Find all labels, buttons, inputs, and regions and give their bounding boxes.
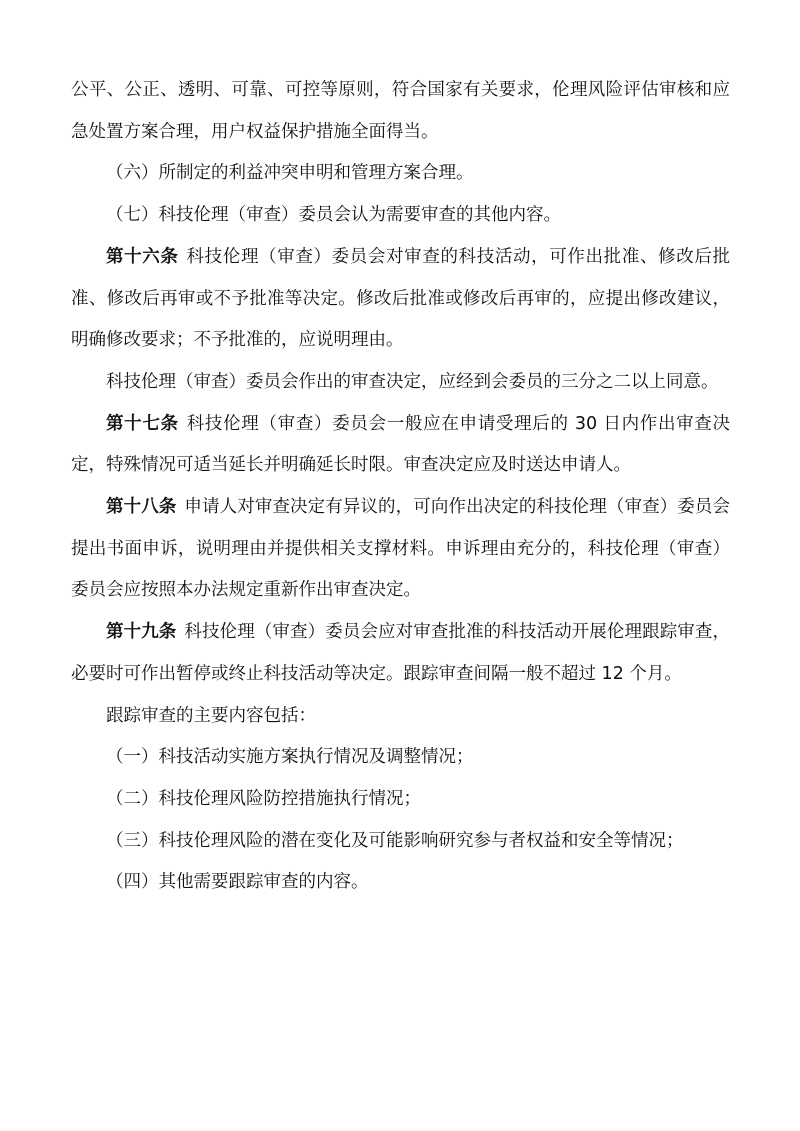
list-item-4: （四）其他需要跟踪审查的内容。 — [106, 872, 369, 893]
article-text: 科技伦理（审查）委员会应对审查批准的科技活动开展伦理跟踪审查，必要时可作出暂停或终止科技活动等决定。跟踪审查间隔一般不超过 12 个月。 — [71, 622, 731, 684]
article-number: 第十六条 — [106, 246, 179, 267]
list-item-3: （三）科技伦理风险的潜在变化及可能影响研究参与者权益和安全等情况； — [106, 830, 684, 851]
article-number: 第十九条 — [106, 622, 177, 643]
list-item-1: （一）科技活动实施方案执行情况及调整情况； — [106, 747, 474, 768]
paragraph-approval-threshold: 科技伦理（审查）委员会作出的审查决定，应经到会委员的三分之二以上同意。 — [106, 371, 719, 392]
article-number: 第十八条 — [106, 497, 177, 518]
list-item-6: （六）所制定的利益冲突申明和管理方案合理。 — [106, 163, 474, 184]
article-16 — [71, 237, 730, 362]
list-item-2: （二）科技伦理风险防控措施执行情况； — [106, 788, 421, 809]
article-text: 申请人对审查决定有异议的，可向作出决定的科技伦理（审查）委员会提出书面申诉，说明理由并提供相关支撑材料。申诉理由充分的，科技伦理（审查）委员会应按照本办法规定重新作出审查决定。 — [71, 497, 731, 601]
paragraph-continuation: 公平、公正、透明、可靠、可控等原则，符合国家有关要求，伦理风险评估审核和应急处置方案合理，用户权益保护措施全面得当。 — [71, 80, 730, 142]
article-number: 第十七条 — [106, 413, 179, 434]
article-17 — [71, 404, 730, 487]
article-text: 科技伦理（审查）委员会一般应在申请受理后的 30 日内作出审查决定，特殊情况可适当延长并明确延长时限。审查决定应及时送达申请人。 — [71, 413, 730, 476]
article-19 — [71, 612, 730, 695]
list-item-7: （七）科技伦理（审查）委员会认为需要审查的其他内容。 — [106, 205, 561, 226]
paragraph-tracking-intro: 跟踪审查的主要内容包括： — [106, 705, 316, 726]
article-18 — [71, 487, 730, 612]
article-text: 科技伦理（审查）委员会对审查的科技活动，可作出批准、修改后批准、修改后再审或不予批准等决定。修改后批准或修改后再审的，应提出修改建议，明确修改要求；不予批准的，应说明理由。 — [71, 246, 730, 351]
